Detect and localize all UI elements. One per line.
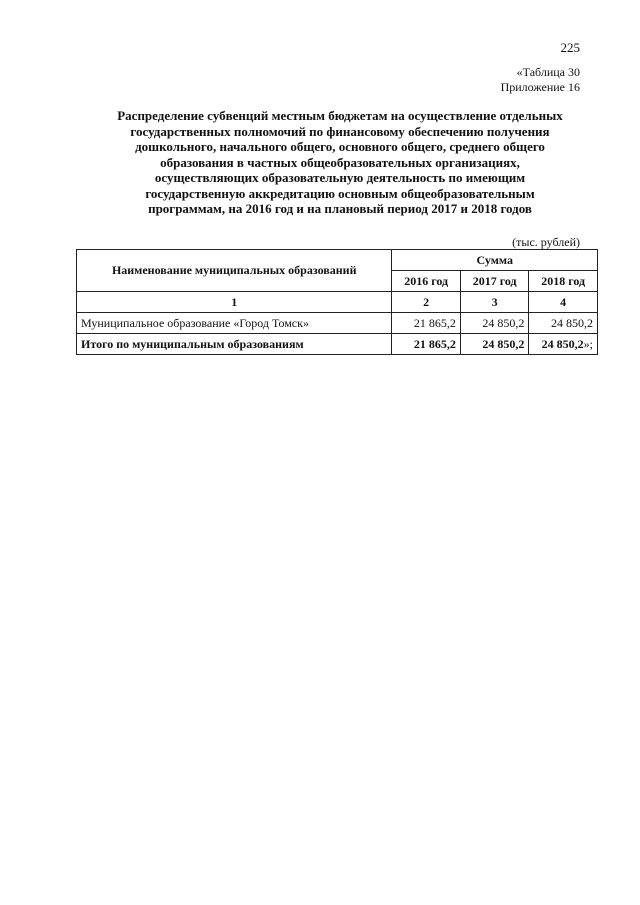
table-reference (501, 65, 580, 95)
column-number: 1 (77, 292, 392, 313)
total-label: Итого по муниципальным образованиям (77, 334, 392, 355)
total-2017: 24 850,2 (460, 334, 528, 355)
value-2018: 24 850,2 (529, 313, 598, 334)
document-title (80, 108, 600, 217)
header-year-2017: 2017 год (460, 271, 528, 292)
units-label: (тыс. рублей) (512, 235, 580, 249)
header-year-2018: 2018 год (529, 271, 598, 292)
page-number: 225 (560, 40, 580, 55)
total-2016: 21 865,2 (392, 334, 460, 355)
table-ref-line-2: Приложение 16 (500, 80, 580, 94)
header-municipality-name: Наименование муниципальных образований (77, 250, 392, 292)
title-line: образования в частных общеобразовательных организациях, (160, 154, 520, 170)
subvention-table (76, 249, 598, 355)
total-2018: 24 850,2 (541, 336, 584, 351)
value-2016: 21 865,2 (392, 313, 460, 334)
value-2017: 24 850,2 (460, 313, 528, 334)
municipality-name: Муниципальное образование «Город Томск» (77, 313, 392, 334)
total-2018-cell (529, 334, 598, 355)
title-line: государственную аккредитацию основным общеобразовательным (145, 185, 535, 201)
table-header-row (77, 250, 598, 271)
column-number-row (77, 292, 598, 313)
table-ref-line-1: «Таблица 30 (516, 65, 580, 79)
total-suffix: »; (583, 336, 593, 351)
title-line: программам, на 2016 год и на плановый период 2017 и 2018 годов (148, 201, 532, 216)
column-number: 2 (392, 292, 460, 313)
total-row (77, 334, 598, 355)
column-number: 4 (529, 292, 598, 313)
title-line: Распределение субвенций местным бюджетам на осуществление отдельных (117, 108, 563, 123)
header-sum: Сумма (392, 250, 598, 271)
table-row (77, 313, 598, 334)
title-line: осуществляющих образовательную деятельность по имеющим (154, 170, 526, 185)
header-year-2016: 2016 год (392, 271, 460, 292)
title-line: государственных полномочий по финансовому обеспечению получения (130, 123, 550, 139)
title-line: дошкольного, начального общего, основного общего, среднего общего (135, 139, 545, 154)
column-number: 3 (460, 292, 528, 313)
